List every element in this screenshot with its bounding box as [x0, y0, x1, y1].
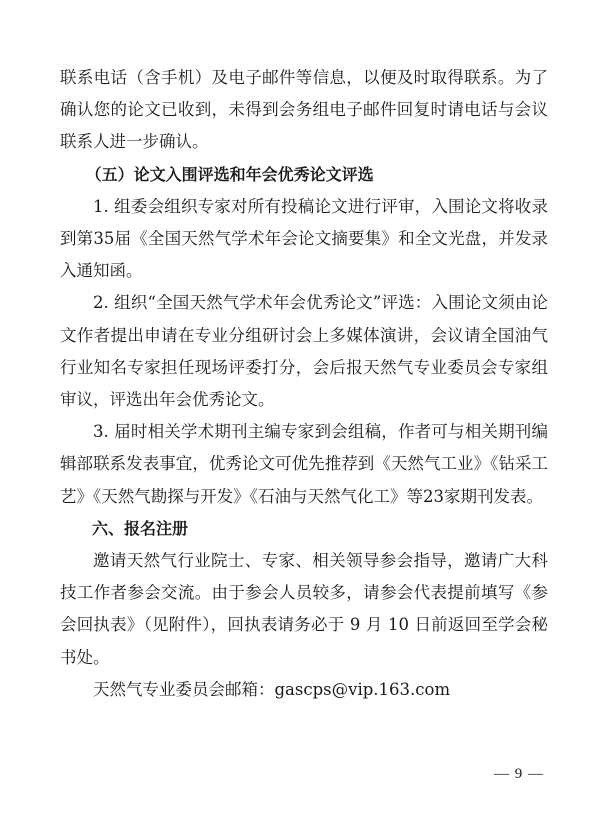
section-heading-paper-selection: （五）论文入围评选和年会优秀论文评选: [85, 164, 374, 184]
contact-info-paragraph: 联系电话（含手机）及电子邮件等信息，以便及时取得联系。为了确认您的论文已收到，未得到会务组电子邮件回复时请电话与会议联系人进一步确认。: [60, 68, 548, 152]
registration-paragraph: 邀请天然气行业院士、专家、相关领导参会指导，邀请广大科技工作者参会交流。由于参会人员较多，请参会代表提前填写《参会回执表》（见附件），回执表请务必于 9 月 10 日前返回至学会秘书处。: [60, 551, 548, 667]
committee-email-paragraph: 天然气专业委员会邮箱：gascps@vip.163.com: [93, 679, 451, 699]
excellent-paper-paragraph: 2. 组织“全国天然气学术年会优秀论文”评选：入围论文须由论文作者提出申请在专业分组研讨会上多媒体演讲，会议请全国油气行业知名专家担任现场评委打分，会后报天然气专业委员会专家组审议，评选出年会优秀论文。: [60, 293, 548, 410]
page-body: [60, 62, 548, 706]
journal-publication-paragraph: 3. 届时相关学术期刊主编专家到会组稿，作者可与相关期刊编辑部联系发表事宜，优秀论文可优先推荐到《天然气工业》《钻采工艺》《天然气勘探与开发》《石油与天然气化工》等23家期刊发表。: [60, 422, 548, 506]
section-heading-registration: 六、报名注册: [92, 518, 189, 538]
page-number: — 9 —: [494, 766, 544, 782]
review-paragraph: 1. 组委会组织专家对所有投稿论文进行评审，入围论文将收录到第35届《全国天然气学术年会论文摘要集》和全文光盘，并发录入通知函。: [60, 196, 548, 281]
